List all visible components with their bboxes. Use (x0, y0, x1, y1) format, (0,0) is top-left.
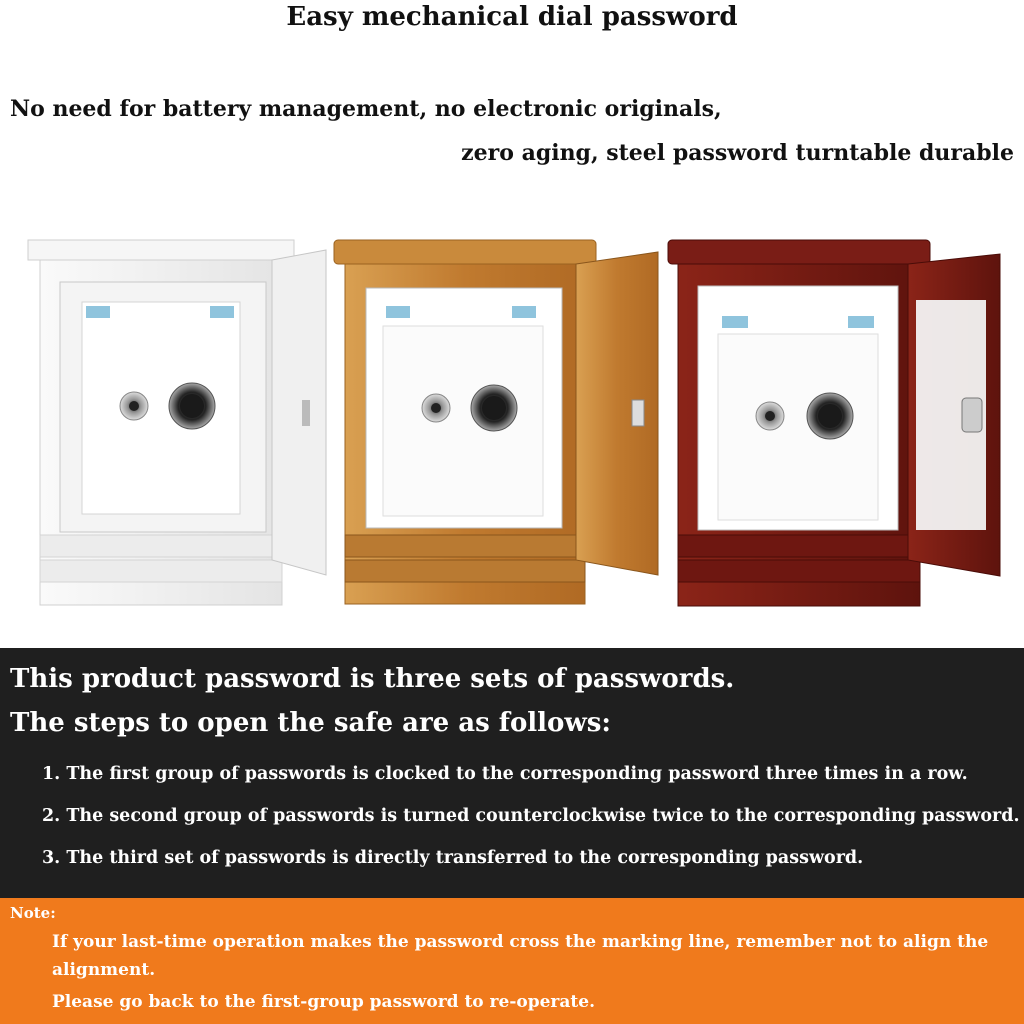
step-2: 2. The second group of passwords is turned counterclockwise twice to the corresponding password. (42, 806, 1020, 826)
note-label: Note: (10, 904, 56, 922)
oak-safe (334, 240, 658, 604)
note-section (0, 898, 1024, 1024)
instructions-heading-1: This product password is three sets of passwords. (10, 664, 735, 694)
mahogany-safe (668, 240, 1000, 606)
page-title: Easy mechanical dial password (286, 2, 738, 32)
step-1: 1. The first group of passwords is clocked to the corresponding password three times in a row. (42, 764, 968, 784)
subtitle-line-1: No need for battery management, no electronic originals, (10, 96, 722, 122)
instructions-heading-2: The steps to open the safe are as follows: (10, 708, 612, 738)
note-line-2: alignment. (52, 960, 156, 980)
instructions-section (0, 648, 1024, 898)
safe-product-photos (0, 230, 1024, 620)
step-3: 3. The third set of passwords is directly transferred to the corresponding password. (42, 848, 864, 868)
note-line-3: Please go back to the first-group password to re-operate. (52, 992, 595, 1012)
white-safe (28, 240, 326, 605)
subtitle-line-2: zero aging, steel password turntable durable (461, 140, 1014, 166)
note-line-1: If your last-time operation makes the password cross the marking line, remember not to align the (52, 932, 989, 952)
